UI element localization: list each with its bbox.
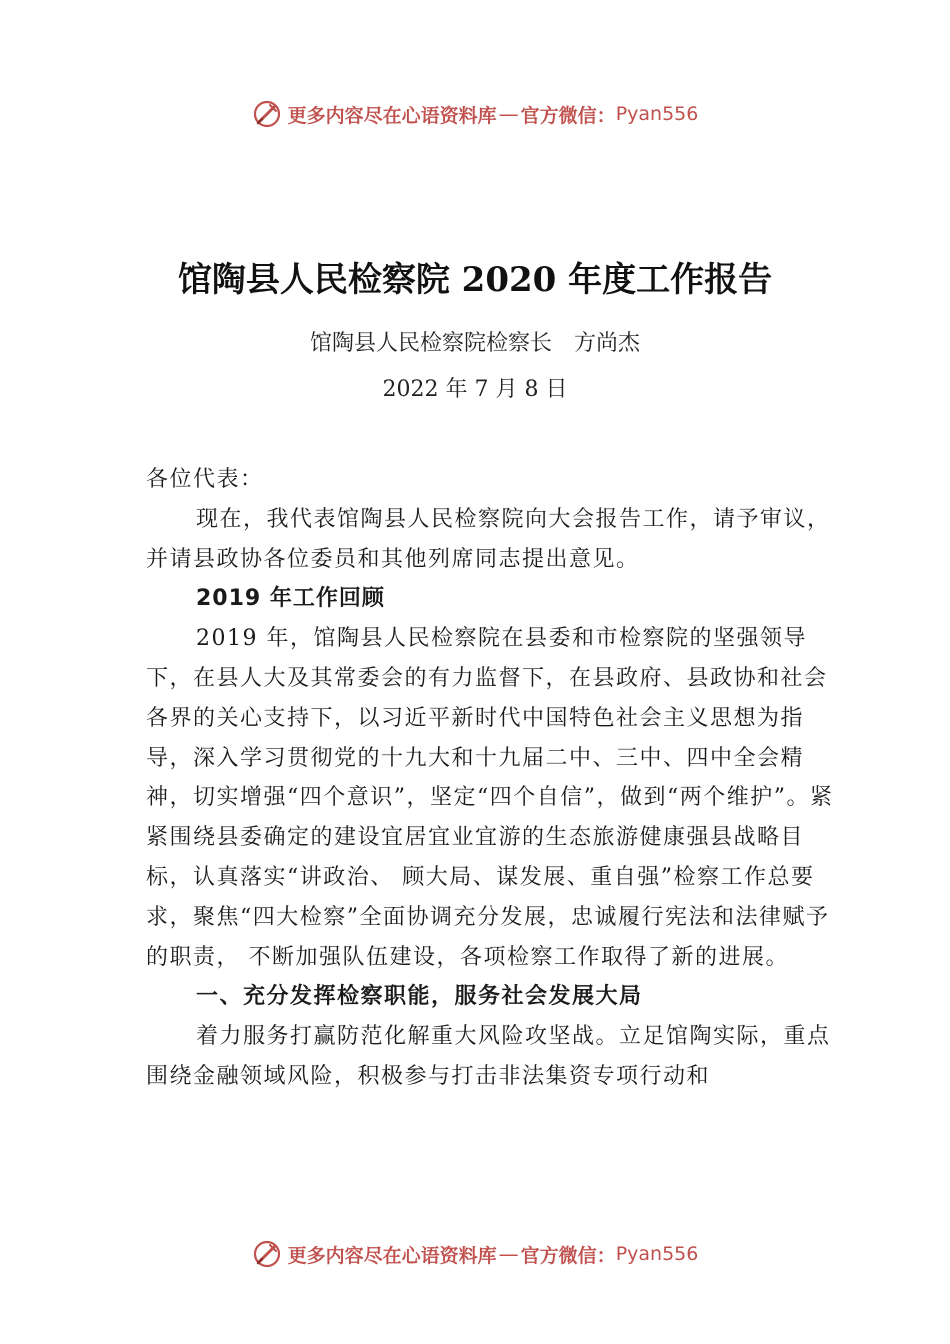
brush-logo-icon bbox=[252, 99, 282, 129]
watermark-wechat: Pyan556 bbox=[615, 103, 699, 125]
watermark-main-text: 更多内容尽在心语资料库 bbox=[287, 104, 497, 127]
salutation: 各位代表： bbox=[146, 467, 264, 492]
watermark-label: 官方微信： bbox=[520, 104, 616, 127]
paragraph-review: 2019 年，馆陶县人民检察院在县委和市检察院的坚强领导下，在县人大及其常委会的有力监督下，在县政府、县政协和社会各界的关心支持下，以习近平新时代中国特色社会主义思想为指导，深入学习贯彻党的十九大和十九届二中、三中、四中全会精神，切实增强“四个意识”，坚定“四个自信”，做到“两个维护”。紧紧围绕县委确定的建设宜居宜业宜游的生态旅游健康强县战略目标，认真落实“讲政治、 顾大局、谋发展、重自强”检察工作总要求，聚焦“四大检察”全面协调充分发展，忠诚履行宪法和法律赋予的职责， 不断加强队伍建设，各项检察工作取得了新的进展。 bbox=[146, 626, 834, 970]
document-title: 馆陶县人民检察院 2020 年度工作报告 bbox=[177, 260, 773, 300]
watermark-label: 官方微信： bbox=[520, 1244, 616, 1267]
section-heading-one: 一、充分发挥检察职能，服务社会发展大局 bbox=[196, 983, 643, 1010]
watermark-footer bbox=[0, 1236, 950, 1272]
watermark-header bbox=[0, 96, 950, 132]
document-body bbox=[146, 460, 836, 1097]
paragraph-risk: 着力服务打赢防范化解重大风险攻坚战。立足馆陶实际，重点围绕金融领域风险，积极参与打击非法集资专项行动和 bbox=[146, 1024, 831, 1089]
watermark-dash: — bbox=[498, 102, 519, 126]
watermark-main-text: 更多内容尽在心语资料库 bbox=[287, 1244, 497, 1267]
watermark-dash: — bbox=[498, 1242, 519, 1266]
document-author: 馆陶县人民检察院检察长 方尚杰 bbox=[309, 331, 640, 356]
section-heading-review: 2019 年工作回顾 bbox=[196, 586, 385, 612]
brush-logo-icon bbox=[252, 1239, 282, 1269]
paragraph-intro: 现在，我代表馆陶县人民检察院向大会报告工作，请予审议，并请县政协各位委员和其他列席同志提出意见。 bbox=[146, 506, 831, 572]
watermark-wechat: Pyan556 bbox=[615, 1243, 699, 1265]
document-date: 2022 年 7 月 8 日 bbox=[382, 377, 568, 402]
